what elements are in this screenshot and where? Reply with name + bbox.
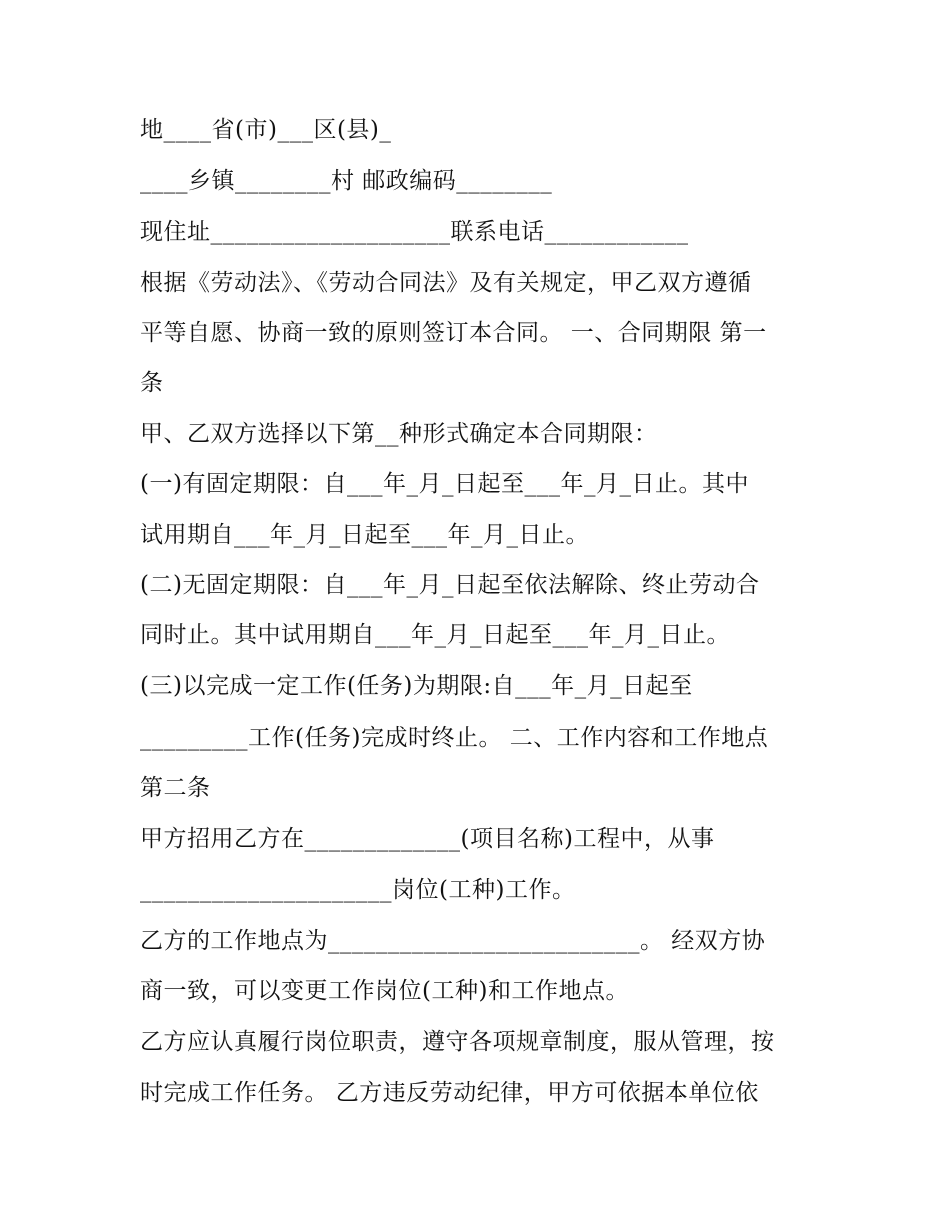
text-line: 根据《劳动法》、《劳动合同法》及有关规定，甲乙双方遵循 xyxy=(140,270,752,296)
text-line: 平等自愿、协商一致的原则签订本合同。 一、合同期限 第一 xyxy=(140,320,767,346)
text-line: 乙方的工作地点为__________________________。 经双方协 xyxy=(140,928,766,954)
text-line: 甲、乙双方选择以下第__种形式确定本合同期限： xyxy=(140,421,658,447)
text-line: 时完成工作任务。 乙方违反劳动纪律，甲方可依据本单位依 xyxy=(140,1080,759,1106)
text-line: (一)有固定期限：自___年_月_日起至___年_月_日止。其中 xyxy=(140,471,749,497)
text-line: 第二条 xyxy=(140,775,211,801)
text-line: 试用期自___年_月_日起至___年_月_日止。 xyxy=(140,522,589,548)
text-line: 商一致，可以变更工作岗位(工种)和工作地点。 xyxy=(140,978,629,1004)
text-line: _____________________岗位(工种)工作。 xyxy=(140,877,576,903)
text-line: 现住址____________________联系电话____________ xyxy=(140,219,689,245)
text-line: 条 xyxy=(140,370,164,396)
text-line: (三)以完成一定工作(任务)为期限:自___年_月_日起至 xyxy=(140,673,693,699)
text-line: 甲方招用乙方在_____________(项目名称)工程中，从事 xyxy=(140,826,715,852)
text-line: (二)无固定期限：自___年_月_日起至依法解除、终止劳动合 xyxy=(140,572,760,598)
text-line: 乙方应认真履行岗位职责，遵守各项规章制度，服从管理，按 xyxy=(140,1029,775,1055)
text-line: 地____省(市)___区(县)_ xyxy=(140,117,392,143)
text-line: 同时止。其中试用期自___年_月_日起至___年_月_日止。 xyxy=(140,622,730,648)
text-line: _________工作(任务)完成时终止。 二、工作内容和工作地点 xyxy=(140,725,769,751)
text-line: ____乡镇________村 邮政编码________ xyxy=(140,168,553,194)
